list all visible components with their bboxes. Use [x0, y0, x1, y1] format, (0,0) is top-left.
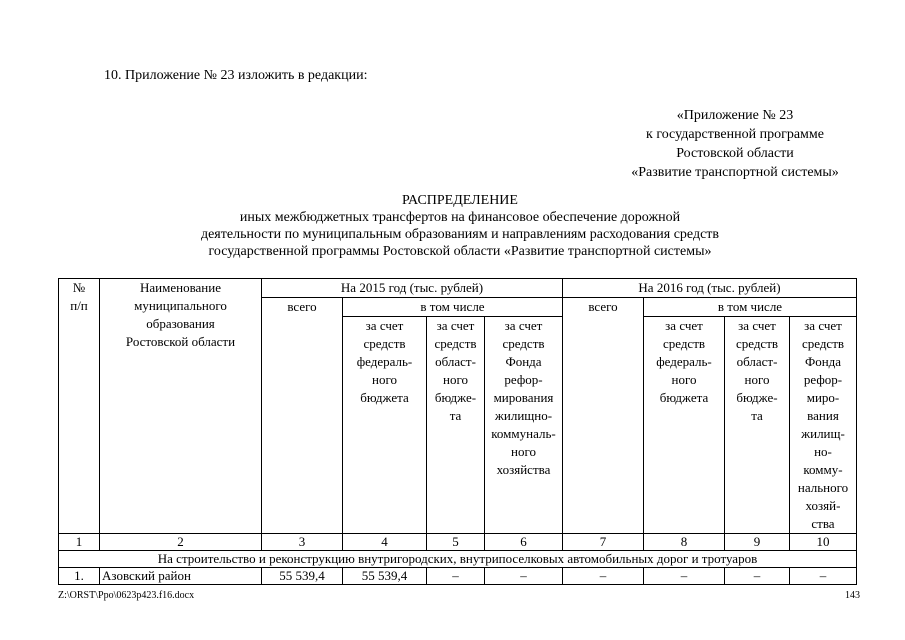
- header-total-2015: всего: [262, 298, 343, 534]
- row-regional-2016: –: [725, 568, 790, 585]
- header-line: №: [72, 280, 86, 295]
- row-total-2015: 55 539,4: [262, 568, 343, 585]
- title-line: государственной программы Ростовской области «Развитие транспортной системы»: [208, 244, 712, 259]
- header-line: средств: [801, 336, 845, 351]
- header-fund-2016: [790, 317, 857, 534]
- header-line: вания: [807, 408, 839, 423]
- header-line: за счет: [365, 318, 404, 333]
- header-line: мирования: [493, 390, 554, 405]
- header-line: ного: [511, 444, 536, 459]
- column-number: 6: [485, 534, 563, 551]
- header-line: за счет: [738, 318, 776, 333]
- distribution-table: [58, 278, 857, 585]
- header-line: средств: [434, 336, 477, 351]
- header-year-2016: На 2016 год (тыс. рублей): [563, 279, 857, 298]
- header-line: Наименование: [140, 280, 221, 295]
- title-line: иных межбюджетных трансфертов на финансовое обеспечение дорожной: [239, 210, 681, 225]
- intro-paragraph: 10. Приложение № 23 изложить в редакции:: [104, 68, 368, 83]
- header-line: ного: [443, 372, 468, 387]
- header-line: коммуналь-: [491, 426, 556, 441]
- column-number: 2: [100, 534, 262, 551]
- header-line: за счет: [436, 318, 475, 333]
- header-line: Ростовской области: [125, 334, 236, 349]
- header-including-2016: в том числе: [644, 298, 857, 317]
- column-number: 8: [644, 534, 725, 551]
- header-line: рефор-: [803, 372, 843, 387]
- header-federal-2015: [343, 317, 427, 534]
- header-line: ного: [671, 372, 697, 387]
- header-regional-2015: [427, 317, 485, 534]
- header-number: [59, 279, 100, 534]
- header-line: образования: [146, 316, 215, 331]
- header-line: област-: [435, 354, 476, 369]
- column-numbers-row: [59, 534, 857, 551]
- header-including-2015: в том числе: [343, 298, 563, 317]
- header-line: та: [449, 408, 462, 423]
- column-number: 10: [790, 534, 857, 551]
- section-heading: На строительство и реконструкцию внутригородских, внутрипоселковых автомобильных дорог и тротуаров: [59, 551, 857, 568]
- row-number: 1.: [59, 568, 100, 585]
- footer-page-number: 143: [845, 590, 860, 601]
- appendix-line: Ростовской области: [676, 146, 794, 161]
- header-federal-2016: [644, 317, 725, 534]
- title-heading: РАСПРЕДЕЛЕНИЕ: [402, 193, 518, 208]
- header-line: бюдже-: [434, 390, 477, 405]
- header-line: ства: [811, 516, 835, 531]
- header-total-2016: всего: [563, 298, 644, 534]
- header-line: средств: [502, 336, 545, 351]
- header-line: ного: [372, 372, 397, 387]
- header-line: ного: [744, 372, 770, 387]
- header-line: нального: [797, 480, 849, 495]
- header-line: бюджета: [659, 390, 709, 405]
- header-line: област-: [736, 354, 778, 369]
- header-line: за счет: [665, 318, 703, 333]
- header-line: муниципального: [134, 298, 227, 313]
- header-fund-2015: [485, 317, 563, 534]
- section-row: [59, 551, 857, 568]
- header-line: комму-: [803, 462, 843, 477]
- row-municipality: Азовский район: [100, 568, 262, 585]
- header-line: жилищно-: [494, 408, 553, 423]
- header-line: бюдже-: [736, 390, 778, 405]
- header-regional-2016: [725, 317, 790, 534]
- column-number: 3: [262, 534, 343, 551]
- header-municipality: [100, 279, 262, 534]
- row-federal-2016: –: [644, 568, 725, 585]
- column-number: 4: [343, 534, 427, 551]
- header-line: Фонда: [505, 354, 542, 369]
- row-federal-2015: 55 539,4: [343, 568, 427, 585]
- header-line: Фонда: [804, 354, 842, 369]
- header-line: средств: [662, 336, 706, 351]
- appendix-line: «Развитие транспортной системы»: [631, 165, 839, 180]
- header-line: рефор-: [504, 372, 543, 387]
- column-number: 1: [59, 534, 100, 551]
- column-number: 9: [725, 534, 790, 551]
- header-line: средств: [735, 336, 779, 351]
- header-line: жилищ-: [801, 426, 845, 441]
- header-line: за счет: [504, 318, 543, 333]
- header-line: та: [751, 408, 763, 423]
- header-line: федераль-: [356, 354, 413, 369]
- appendix-line: «Приложение № 23: [676, 108, 794, 123]
- header-line: но-: [814, 444, 832, 459]
- appendix-line: к государственной программе: [646, 127, 824, 142]
- column-number: 5: [427, 534, 485, 551]
- header-line: миро-: [806, 390, 840, 405]
- footer-file-path: Z:\ORST\Ppo\0623p423.f16.docx: [58, 590, 195, 601]
- header-line: хозяй-: [805, 498, 841, 513]
- row-fund-2016: –: [790, 568, 857, 585]
- header-line: федераль-: [656, 354, 712, 369]
- row-regional-2015: –: [427, 568, 485, 585]
- appendix-header: [600, 106, 870, 182]
- header-line: средств: [363, 336, 406, 351]
- document-title: [180, 192, 740, 260]
- header-year-2015: На 2015 год (тыс. рублей): [262, 279, 563, 298]
- column-number: 7: [563, 534, 644, 551]
- header-line: бюджета: [360, 390, 409, 405]
- row-fund-2015: –: [485, 568, 563, 585]
- table-row: [59, 568, 857, 585]
- header-line: за счет: [804, 318, 842, 333]
- header-line: хозяйства: [496, 462, 551, 477]
- title-line: деятельности по муниципальным образованиям и направлениям расходования средств: [200, 227, 720, 242]
- header-line: п/п: [70, 298, 88, 313]
- row-total-2016: –: [563, 568, 644, 585]
